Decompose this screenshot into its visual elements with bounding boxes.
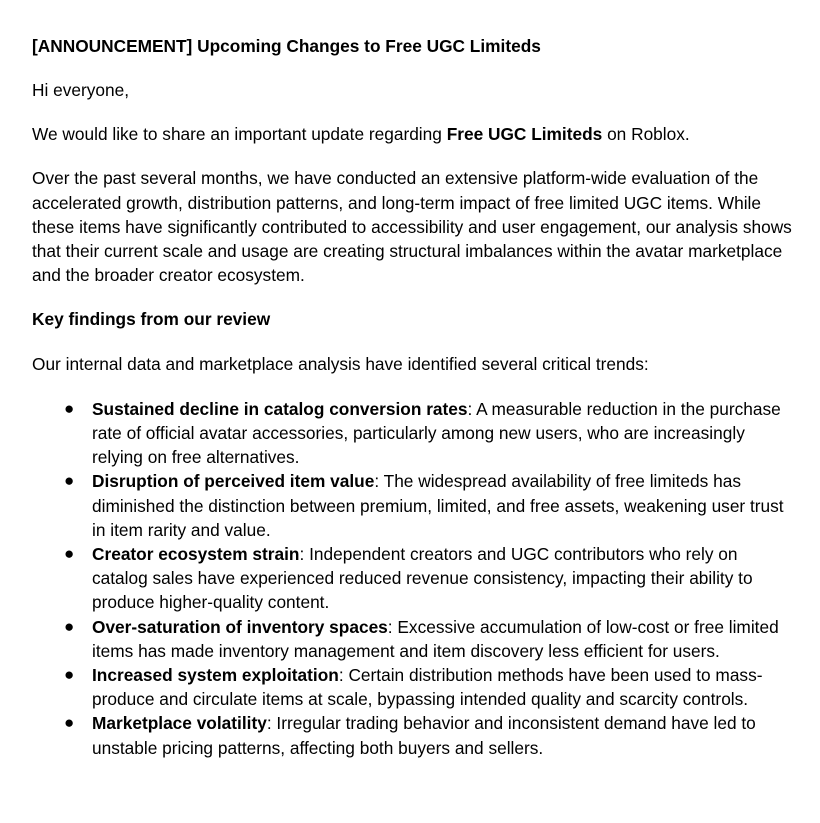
finding-label: Increased system exploitation	[92, 665, 339, 686]
finding-label: Over-saturation of inventory spaces	[92, 616, 388, 637]
bullet-icon: ●	[64, 665, 75, 685]
findings-heading: Key findings from our review	[32, 309, 271, 330]
finding-item	[32, 542, 792, 615]
finding-text: : Certain distribution methods have been used to mass-produce and circulate items at scale, bypassing intended quality and scarcity controls.	[92, 665, 763, 710]
announcement-title: [ANNOUNCEMENT] Upcoming Changes to Free UGC Limiteds	[32, 36, 541, 56]
finding-text: : A measurable reduction in the purchase rate of official avatar accessories, particularly among new users, who are increasingly relying on free alternatives.	[92, 398, 781, 468]
finding-item	[32, 711, 792, 759]
greeting: Hi everyone,	[32, 80, 130, 100]
finding-item	[32, 663, 792, 711]
finding-text: : Independent creators and UGC contributors who rely on catalog sales have experienced reduced revenue consistency, impacting their ability to produce higher-quality content.	[92, 544, 753, 613]
update-text-after: on Roblox.	[602, 124, 690, 145]
finding-text: : The widespread availability of free limiteds has diminished the distinction between premium, limited, and free assets, weakening user trust in item rarity and value.	[92, 471, 784, 540]
evaluation-paragraph: Over the past several months, we have conducted an extensive platform-wide evaluation of the accelerated growth, distribution patterns, and long-term impact of free limited UGC items. While these items have significantly contributed to accessibility and user engagement, our analysis shows that their current scale and usage are creating structural imbalances within the avatar marketplace and the broader creator ecosystem.	[32, 168, 792, 286]
bullet-icon: ●	[64, 544, 75, 564]
bullet-icon: ●	[64, 471, 75, 491]
finding-label: Disruption of perceived item value	[92, 471, 375, 492]
finding-label: Creator ecosystem strain	[92, 544, 300, 565]
finding-item	[32, 397, 792, 470]
update-text-bold: Free UGC Limiteds	[446, 124, 603, 145]
bullet-icon: ●	[64, 713, 75, 733]
finding-item	[32, 615, 792, 663]
finding-item	[32, 469, 792, 542]
bullet-icon: ●	[64, 398, 75, 418]
bullet-icon: ●	[64, 616, 75, 636]
findings-intro: Our internal data and marketplace analysis have identified several critical trends:	[32, 353, 649, 374]
finding-text: : Irregular trading behavior and inconsistent demand have led to unstable pricing patterns, affecting both buyers and sellers.	[92, 713, 756, 758]
finding-label: Sustained decline in catalog conversion rates	[92, 398, 468, 419]
finding-label: Marketplace volatility	[92, 713, 267, 734]
update-text-before: We would like to share an important update regarding	[32, 124, 447, 145]
findings-list	[32, 397, 792, 760]
finding-text: : Excessive accumulation of low-cost or free limited items has made inventory management and item discovery less efficient for users.	[92, 616, 779, 661]
update-paragraph	[32, 122, 792, 146]
